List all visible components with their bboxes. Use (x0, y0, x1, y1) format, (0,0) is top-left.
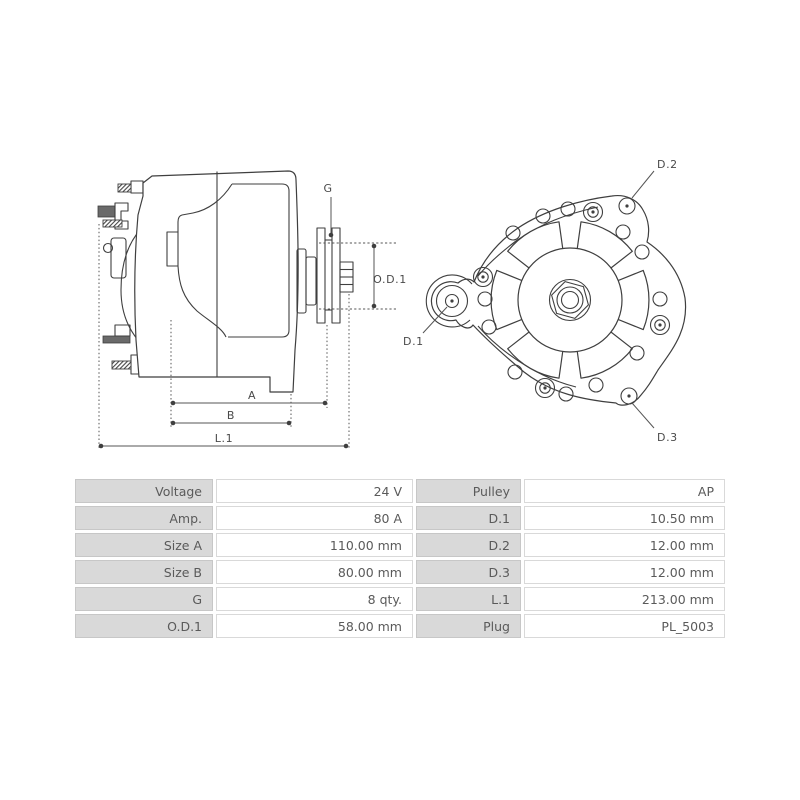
rear-boss-top (131, 181, 143, 193)
spec-value: 80.00 mm (216, 560, 413, 584)
spec-value: PL_5003 (524, 614, 725, 638)
hole-d3-dot (627, 394, 630, 397)
g-leader-dot (329, 233, 334, 238)
label-d3: D.3 (657, 431, 678, 444)
label-d2: D.2 (657, 158, 678, 171)
mount-hole (508, 365, 522, 379)
label-dim-l1: L.1 (214, 432, 234, 445)
spec-label: L.1 (416, 587, 521, 611)
alternator-side-view (98, 171, 407, 450)
spec-value: 24 V (216, 479, 413, 503)
threaded-stud-bottom-icon (112, 361, 131, 369)
hole-d2-dot (625, 204, 628, 207)
label-d1: D.1 (403, 335, 424, 348)
d3-leader-line (632, 403, 654, 428)
spec-value: 80 A (216, 506, 413, 530)
d2-leader-line (632, 171, 654, 198)
spec-value: 12.00 mm (524, 560, 725, 584)
dim-dot (323, 401, 328, 406)
dim-dot (372, 304, 377, 309)
threaded-stud-terminal-icon (103, 220, 122, 227)
spec-label: Amp. (75, 506, 213, 530)
dim-dot (372, 244, 377, 249)
dim-dot (287, 421, 292, 426)
spec-label: Size A (75, 533, 213, 557)
housing-outline (135, 171, 298, 392)
rear-bar (103, 336, 130, 343)
spec-value: 213.00 mm (524, 587, 725, 611)
spec-label: Plug (416, 614, 521, 638)
spec-value: 8 qty. (216, 587, 413, 611)
spec-value: 12.00 mm (524, 533, 725, 557)
spec-table (75, 479, 725, 638)
alternator-front-view (403, 158, 686, 444)
spec-value: AP (524, 479, 725, 503)
spec-label: Voltage (75, 479, 213, 503)
threaded-stud-top-icon (118, 184, 131, 192)
rear-foot (115, 325, 130, 336)
label-dim-a: A (247, 389, 257, 402)
spec-value: 10.50 mm (524, 506, 725, 530)
dim-dot (171, 421, 176, 426)
connector-plug (111, 238, 126, 278)
label-g: G (323, 182, 333, 195)
rotor-face (518, 248, 622, 352)
hole-d1-dot (450, 299, 453, 302)
spec-value: 58.00 mm (216, 614, 413, 638)
spec-label: G (75, 587, 213, 611)
spec-label: D.3 (416, 560, 521, 584)
spec-value: 110.00 mm (216, 533, 413, 557)
dim-dot (171, 401, 176, 406)
spec-label: Pulley (416, 479, 521, 503)
spec-label: Size B (75, 560, 213, 584)
spec-label: O.D.1 (75, 614, 213, 638)
label-dim-b: B (226, 409, 236, 422)
spec-label: D.2 (416, 533, 521, 557)
bearing-boss-inner (306, 257, 316, 305)
spec-label: D.1 (416, 506, 521, 530)
dim-dot (344, 444, 349, 449)
b-plus-terminal (98, 206, 115, 217)
dim-dot (99, 444, 104, 449)
label-od1: O.D.1 (373, 273, 407, 286)
